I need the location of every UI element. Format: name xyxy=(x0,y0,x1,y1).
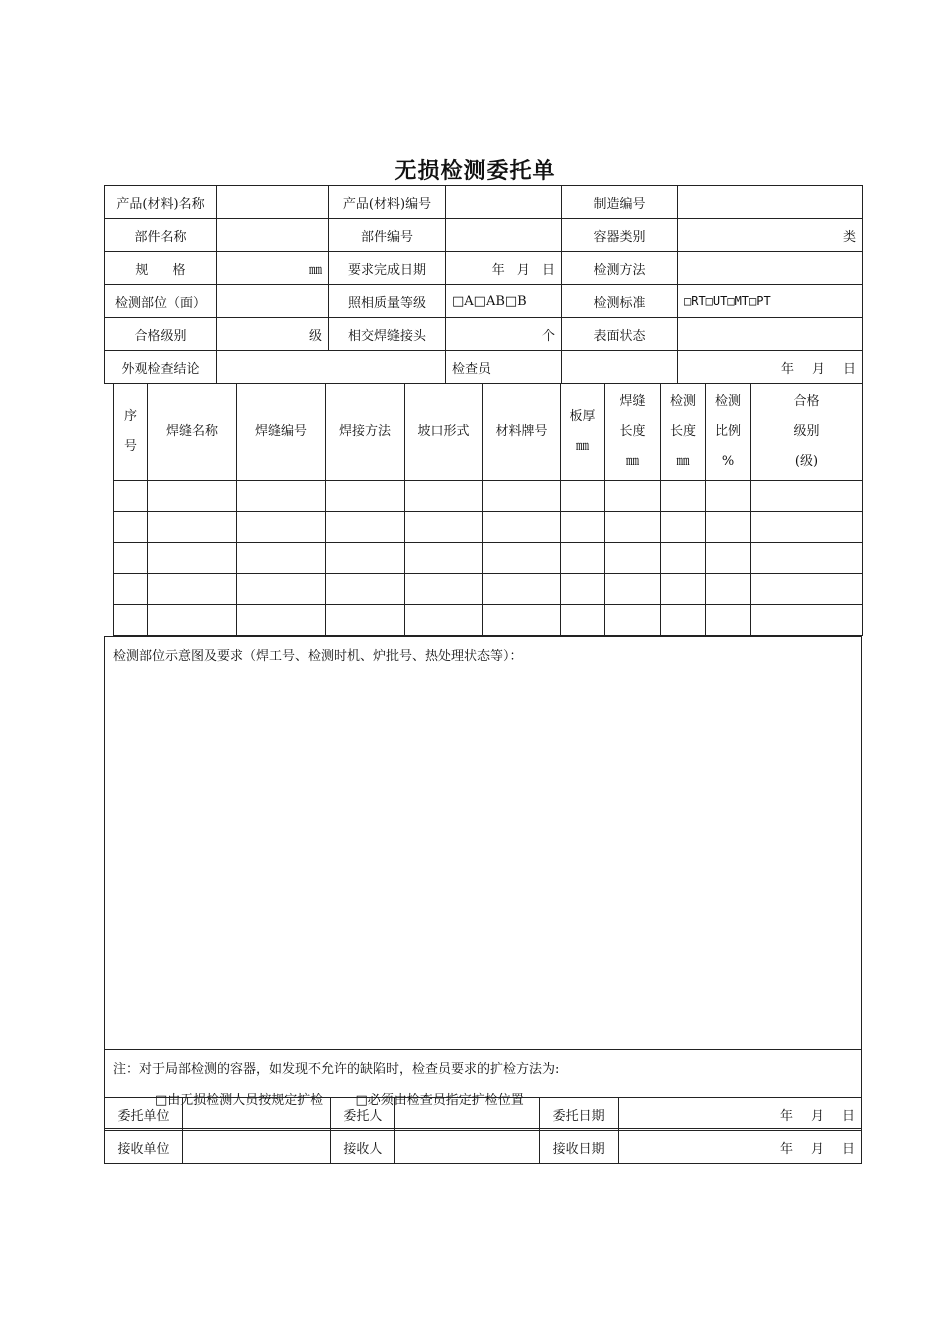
surface-label: 表面状态 xyxy=(562,318,678,351)
weld-cell[interactable] xyxy=(561,543,605,574)
weld-cell[interactable] xyxy=(483,543,561,574)
weld-cell[interactable] xyxy=(114,605,148,636)
weld-cell[interactable] xyxy=(706,481,751,512)
weld-col-header: 焊接方法 xyxy=(326,384,405,481)
client-date-label: 委托日期 xyxy=(539,1098,618,1131)
weld-cell[interactable] xyxy=(605,543,661,574)
due-date-field[interactable]: 年 月 日 xyxy=(446,252,562,285)
grade-field[interactable]: 级 xyxy=(217,318,329,351)
weld-row xyxy=(114,512,863,543)
weld-cell[interactable] xyxy=(561,481,605,512)
inspector-label: 检查员 xyxy=(446,351,562,384)
inspector-date[interactable]: 年 月 日 xyxy=(678,351,863,384)
weld-cell[interactable] xyxy=(605,512,661,543)
inspector-field[interactable] xyxy=(562,351,678,384)
spec-field[interactable]: ㎜ xyxy=(217,252,329,285)
client-label: 委托人 xyxy=(331,1098,395,1131)
weld-cell[interactable] xyxy=(326,512,405,543)
weld-col-header: 检测 比例 % xyxy=(706,384,751,481)
receiver-date-label: 接收日期 xyxy=(539,1131,618,1164)
weld-col-header: 焊缝名称 xyxy=(148,384,237,481)
weld-cell[interactable] xyxy=(561,605,605,636)
weld-cell[interactable] xyxy=(148,481,237,512)
weld-cell[interactable] xyxy=(237,574,326,605)
receiver-date-field[interactable]: 年 月 日 xyxy=(618,1131,861,1164)
receiver-unit-field[interactable] xyxy=(183,1131,331,1164)
weld-col-header: 焊缝 长度 ㎜ xyxy=(605,384,661,481)
cross-joint-label: 相交焊缝接头 xyxy=(329,318,446,351)
weld-table xyxy=(113,383,863,636)
vessel-class-field[interactable]: 类 xyxy=(678,219,863,252)
cross-joint-field[interactable]: 个 xyxy=(446,318,562,351)
weld-cell[interactable] xyxy=(605,574,661,605)
weld-cell[interactable] xyxy=(114,574,148,605)
weld-cell[interactable] xyxy=(483,574,561,605)
sketch-note-table xyxy=(104,636,862,1129)
form-title: 无损检测委托单 xyxy=(394,158,556,184)
client-unit-label: 委托单位 xyxy=(105,1098,183,1131)
weld-col-header: 合格 级别 (级) xyxy=(751,384,863,481)
weld-col-header: 坡口形式 xyxy=(405,384,483,481)
weld-cell[interactable] xyxy=(751,481,863,512)
method-field[interactable] xyxy=(678,252,863,285)
weld-cell[interactable] xyxy=(483,481,561,512)
weld-cell[interactable] xyxy=(706,543,751,574)
weld-cell[interactable] xyxy=(237,543,326,574)
weld-cell[interactable] xyxy=(114,481,148,512)
weld-cell[interactable] xyxy=(405,481,483,512)
grade-label: 合格级别 xyxy=(105,318,217,351)
product-no-field[interactable] xyxy=(446,186,562,219)
weld-cell[interactable] xyxy=(706,512,751,543)
weld-cell[interactable] xyxy=(561,512,605,543)
weld-cell[interactable] xyxy=(326,605,405,636)
weld-cell[interactable] xyxy=(706,605,751,636)
weld-row xyxy=(114,481,863,512)
product-no-label: 产品(材料)编号 xyxy=(329,186,446,219)
weld-cell[interactable] xyxy=(661,481,706,512)
option-expand-by-inspector[interactable]: □必须由检查员指定扩检位置 xyxy=(355,1093,524,1108)
sketch-label: 检测部位示意图及要求（焊工号、检测时机、炉批号、热处理状态等）： xyxy=(113,649,523,664)
vessel-class-label: 容器类别 xyxy=(562,219,678,252)
receiver-label: 接收人 xyxy=(331,1131,395,1164)
weld-cell[interactable] xyxy=(405,543,483,574)
weld-cell[interactable] xyxy=(751,512,863,543)
weld-cell[interactable] xyxy=(605,605,661,636)
weld-cell[interactable] xyxy=(561,574,605,605)
part-name-field[interactable] xyxy=(217,219,329,252)
weld-cell[interactable] xyxy=(148,574,237,605)
weld-cell[interactable] xyxy=(706,574,751,605)
weld-cell[interactable] xyxy=(661,574,706,605)
note-text: 注：对于局部检测的容器，如发现不允许的缺陷时，检查员要求的扩检方法为: xyxy=(113,1062,560,1077)
weld-cell[interactable] xyxy=(148,543,237,574)
method-label: 检测方法 xyxy=(562,252,678,285)
receiver-field[interactable] xyxy=(395,1131,539,1164)
weld-cell[interactable] xyxy=(483,512,561,543)
client-unit-field[interactable] xyxy=(183,1098,331,1131)
due-date-label: 要求完成日期 xyxy=(329,252,446,285)
weld-cell[interactable] xyxy=(114,512,148,543)
part-no-label: 部件编号 xyxy=(329,219,446,252)
sketch-area[interactable] xyxy=(105,637,862,1050)
weld-cell[interactable] xyxy=(148,605,237,636)
weld-row xyxy=(114,543,863,574)
location-field[interactable] xyxy=(217,285,329,318)
standard-label: 检测标准 xyxy=(562,285,678,318)
weld-cell[interactable] xyxy=(751,543,863,574)
weld-cell[interactable] xyxy=(661,605,706,636)
film-quality-options[interactable]: □A□AB□B xyxy=(446,285,562,318)
surface-field[interactable] xyxy=(678,318,863,351)
film-quality-label: 照相质量等级 xyxy=(329,285,446,318)
weld-row xyxy=(114,574,863,605)
weld-col-header: 板厚 ㎜ xyxy=(561,384,605,481)
weld-cell[interactable] xyxy=(605,481,661,512)
weld-cell[interactable] xyxy=(326,481,405,512)
spec-label: 规 格 xyxy=(105,252,217,285)
footer-table xyxy=(104,1097,862,1164)
standard-options[interactable]: □RT□UT□MT□PT xyxy=(678,285,863,318)
weld-cell[interactable] xyxy=(237,605,326,636)
weld-col-header: 焊缝编号 xyxy=(237,384,326,481)
weld-col-header: 检测 长度 ㎜ xyxy=(661,384,706,481)
weld-col-header: 序 号 xyxy=(114,384,148,481)
mfg-no-field[interactable] xyxy=(678,186,863,219)
visual-field[interactable] xyxy=(217,351,446,384)
client-date-field[interactable]: 年 月 日 xyxy=(618,1098,861,1131)
weld-col-header: 材料牌号 xyxy=(483,384,561,481)
weld-cell[interactable] xyxy=(661,512,706,543)
weld-cell[interactable] xyxy=(483,605,561,636)
weld-cell[interactable] xyxy=(751,574,863,605)
weld-cell[interactable] xyxy=(114,543,148,574)
visual-label: 外观检查结论 xyxy=(105,351,217,384)
location-label: 检测部位（面） xyxy=(105,285,217,318)
weld-cell[interactable] xyxy=(405,512,483,543)
option-expand-by-ndt[interactable]: □由无损检测人员按规定扩检 xyxy=(155,1093,324,1108)
mfg-no-label: 制造编号 xyxy=(562,186,678,219)
weld-row xyxy=(114,605,863,636)
weld-cell[interactable] xyxy=(237,512,326,543)
weld-cell[interactable] xyxy=(661,543,706,574)
part-no-field[interactable] xyxy=(446,219,562,252)
client-field[interactable] xyxy=(395,1098,539,1131)
product-name-label: 产品(材料)名称 xyxy=(105,186,217,219)
part-name-label: 部件名称 xyxy=(105,219,217,252)
weld-cell[interactable] xyxy=(148,512,237,543)
receiver-unit-label: 接收单位 xyxy=(105,1131,183,1164)
weld-cell[interactable] xyxy=(751,605,863,636)
weld-cell[interactable] xyxy=(237,481,326,512)
header-table xyxy=(104,185,863,384)
weld-cell[interactable] xyxy=(326,543,405,574)
weld-cell[interactable] xyxy=(405,574,483,605)
weld-cell[interactable] xyxy=(405,605,483,636)
product-name-field[interactable] xyxy=(217,186,329,219)
weld-cell[interactable] xyxy=(326,574,405,605)
